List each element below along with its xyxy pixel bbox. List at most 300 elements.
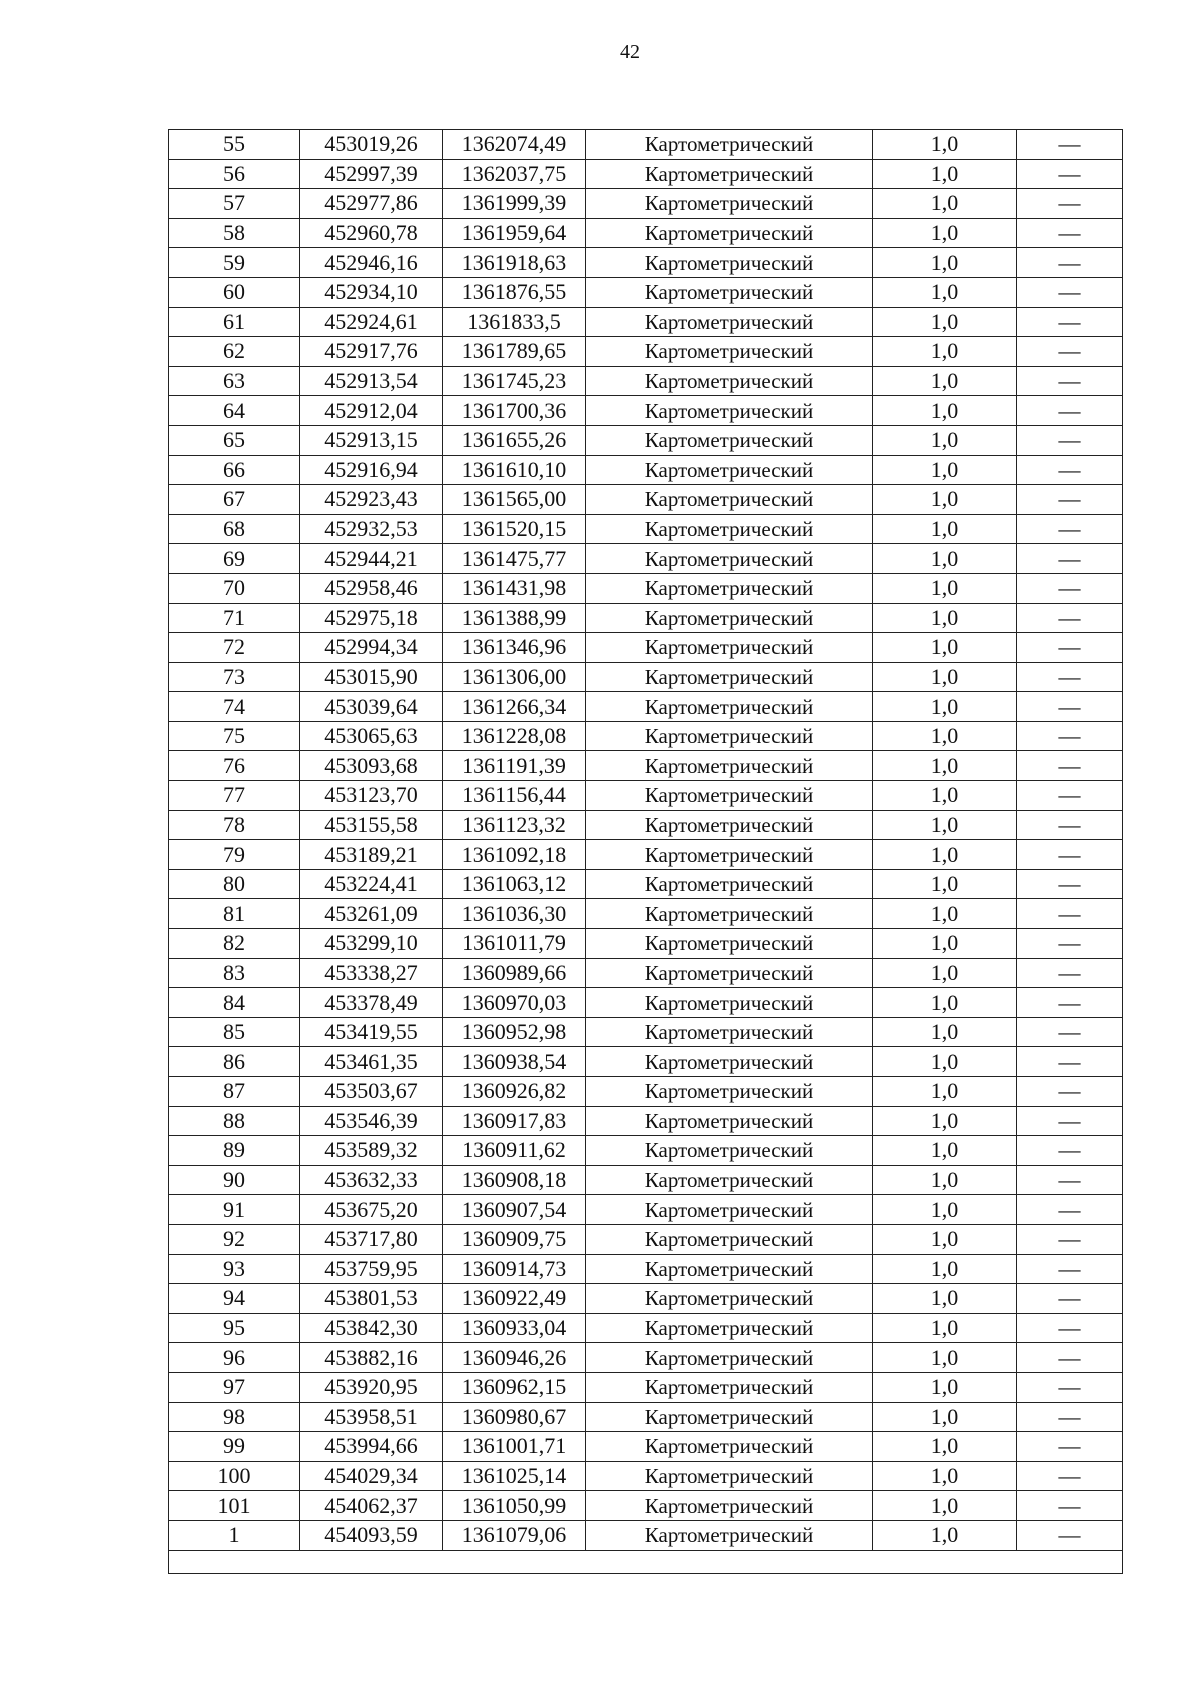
point-number-cell: 59 [169,248,300,278]
x-coordinate-cell: 453842,30 [300,1313,443,1343]
precision-cell: 1,0 [873,130,1017,160]
x-coordinate-cell: 452934,10 [300,277,443,307]
precision-cell: 1,0 [873,544,1017,574]
x-coordinate-cell: 452946,16 [300,248,443,278]
y-coordinate-cell: 1360922,49 [443,1284,586,1314]
precision-cell: 1,0 [873,1520,1017,1550]
x-coordinate-cell: 453589,32 [300,1136,443,1166]
table-row [169,514,1123,544]
y-coordinate-cell: 1361123,32 [443,810,586,840]
method-cell: Картометрический [586,840,873,870]
table-row [169,218,1123,248]
table-row [169,1254,1123,1284]
method-cell: Картометрический [586,544,873,574]
precision-cell: 1,0 [873,1106,1017,1136]
note-dash-cell: — [1017,396,1123,426]
table-row [169,307,1123,337]
method-cell: Картометрический [586,1165,873,1195]
note-dash-cell: — [1017,662,1123,692]
note-dash-cell: — [1017,337,1123,367]
note-dash-cell: — [1017,1195,1123,1225]
note-dash-cell: — [1017,1077,1123,1107]
table-row [169,1047,1123,1077]
method-cell: Картометрический [586,1195,873,1225]
precision-cell: 1,0 [873,366,1017,396]
point-number-cell: 61 [169,307,300,337]
x-coordinate-cell: 452913,54 [300,366,443,396]
note-dash-cell: — [1017,1284,1123,1314]
method-cell: Картометрический [586,337,873,367]
method-cell: Картометрический [586,1077,873,1107]
y-coordinate-cell: 1362037,75 [443,159,586,189]
method-cell: Картометрический [586,485,873,515]
y-coordinate-cell: 1361011,79 [443,929,586,959]
page-number: 42 [620,41,640,63]
table-row [169,130,1123,160]
y-coordinate-cell: 1361918,63 [443,248,586,278]
point-number-cell: 63 [169,366,300,396]
table-row [169,573,1123,603]
y-coordinate-cell: 1360970,03 [443,988,586,1018]
point-number-cell: 81 [169,899,300,929]
y-coordinate-cell: 1361745,23 [443,366,586,396]
method-cell: Картометрический [586,603,873,633]
x-coordinate-cell: 452916,94 [300,455,443,485]
precision-cell: 1,0 [873,1372,1017,1402]
table-row [169,1372,1123,1402]
table-row [169,189,1123,219]
precision-cell: 1,0 [873,721,1017,751]
y-coordinate-cell: 1361191,39 [443,751,586,781]
precision-cell: 1,0 [873,1136,1017,1166]
precision-cell: 1,0 [873,1313,1017,1343]
table-row [169,603,1123,633]
precision-cell: 1,0 [873,514,1017,544]
table-empty-row [169,1550,1123,1573]
point-number-cell: 76 [169,751,300,781]
method-cell: Картометрический [586,366,873,396]
note-dash-cell: — [1017,544,1123,574]
precision-cell: 1,0 [873,929,1017,959]
table-row [169,958,1123,988]
point-number-cell: 98 [169,1402,300,1432]
note-dash-cell: — [1017,1491,1123,1521]
precision-cell: 1,0 [873,1195,1017,1225]
note-dash-cell: — [1017,307,1123,337]
method-cell: Картометрический [586,1017,873,1047]
point-number-cell: 70 [169,573,300,603]
x-coordinate-cell: 452958,46 [300,573,443,603]
point-number-cell: 68 [169,514,300,544]
point-number-cell: 94 [169,1284,300,1314]
point-number-cell: 88 [169,1106,300,1136]
x-coordinate-cell: 453189,21 [300,840,443,870]
x-coordinate-cell: 453994,66 [300,1432,443,1462]
note-dash-cell: — [1017,1402,1123,1432]
y-coordinate-cell: 1360911,62 [443,1136,586,1166]
method-cell: Картометрический [586,781,873,811]
precision-cell: 1,0 [873,1461,1017,1491]
x-coordinate-cell: 452975,18 [300,603,443,633]
point-number-cell: 67 [169,485,300,515]
y-coordinate-cell: 1361655,26 [443,425,586,455]
method-cell: Картометрический [586,692,873,722]
y-coordinate-cell: 1360946,26 [443,1343,586,1373]
empty-cell [169,1550,1123,1573]
precision-cell: 1,0 [873,899,1017,929]
point-number-cell: 56 [169,159,300,189]
precision-cell: 1,0 [873,159,1017,189]
point-number-cell: 84 [169,988,300,1018]
x-coordinate-cell: 454062,37 [300,1491,443,1521]
table-row [169,1017,1123,1047]
method-cell: Картометрический [586,1432,873,1462]
y-coordinate-cell: 1361565,00 [443,485,586,515]
x-coordinate-cell: 453224,41 [300,869,443,899]
note-dash-cell: — [1017,1224,1123,1254]
method-cell: Картометрический [586,425,873,455]
precision-cell: 1,0 [873,603,1017,633]
table-row [169,1520,1123,1550]
point-number-cell: 65 [169,425,300,455]
point-number-cell: 75 [169,721,300,751]
x-coordinate-cell: 452924,61 [300,307,443,337]
y-coordinate-cell: 1361156,44 [443,781,586,811]
x-coordinate-cell: 452917,76 [300,337,443,367]
y-coordinate-cell: 1362074,49 [443,130,586,160]
point-number-cell: 86 [169,1047,300,1077]
note-dash-cell: — [1017,130,1123,160]
point-number-cell: 66 [169,455,300,485]
note-dash-cell: — [1017,988,1123,1018]
x-coordinate-cell: 453015,90 [300,662,443,692]
note-dash-cell: — [1017,603,1123,633]
point-number-cell: 62 [169,337,300,367]
x-coordinate-cell: 453039,64 [300,692,443,722]
y-coordinate-cell: 1361050,99 [443,1491,586,1521]
x-coordinate-cell: 452977,86 [300,189,443,219]
table-row [169,751,1123,781]
method-cell: Картометрический [586,248,873,278]
precision-cell: 1,0 [873,840,1017,870]
y-coordinate-cell: 1361388,99 [443,603,586,633]
precision-cell: 1,0 [873,751,1017,781]
table-row [169,1461,1123,1491]
x-coordinate-cell: 453155,58 [300,810,443,840]
note-dash-cell: — [1017,869,1123,899]
y-coordinate-cell: 1361959,64 [443,218,586,248]
precision-cell: 1,0 [873,1165,1017,1195]
y-coordinate-cell: 1361306,00 [443,662,586,692]
note-dash-cell: — [1017,1017,1123,1047]
precision-cell: 1,0 [873,958,1017,988]
y-coordinate-cell: 1360989,66 [443,958,586,988]
precision-cell: 1,0 [873,396,1017,426]
table-row [169,1077,1123,1107]
table-row [169,1106,1123,1136]
table-row [169,159,1123,189]
method-cell: Картометрический [586,988,873,1018]
x-coordinate-cell: 453338,27 [300,958,443,988]
table-row [169,425,1123,455]
y-coordinate-cell: 1360909,75 [443,1224,586,1254]
point-number-cell: 97 [169,1372,300,1402]
x-coordinate-cell: 453503,67 [300,1077,443,1107]
note-dash-cell: — [1017,189,1123,219]
point-number-cell: 100 [169,1461,300,1491]
x-coordinate-cell: 453261,09 [300,899,443,929]
table-row [169,662,1123,692]
y-coordinate-cell: 1361610,10 [443,455,586,485]
y-coordinate-cell: 1361036,30 [443,899,586,929]
method-cell: Картометрический [586,1491,873,1521]
table-row [169,692,1123,722]
y-coordinate-cell: 1361520,15 [443,514,586,544]
note-dash-cell: — [1017,218,1123,248]
x-coordinate-cell: 453123,70 [300,781,443,811]
table-row [169,277,1123,307]
point-number-cell: 96 [169,1343,300,1373]
point-number-cell: 78 [169,810,300,840]
precision-cell: 1,0 [873,1254,1017,1284]
point-number-cell: 101 [169,1491,300,1521]
y-coordinate-cell: 1360962,15 [443,1372,586,1402]
x-coordinate-cell: 453717,80 [300,1224,443,1254]
point-number-cell: 60 [169,277,300,307]
x-coordinate-cell: 452932,53 [300,514,443,544]
table-row [169,1432,1123,1462]
precision-cell: 1,0 [873,1402,1017,1432]
x-coordinate-cell: 453759,95 [300,1254,443,1284]
y-coordinate-cell: 1361092,18 [443,840,586,870]
point-number-cell: 79 [169,840,300,870]
note-dash-cell: — [1017,1520,1123,1550]
note-dash-cell: — [1017,514,1123,544]
note-dash-cell: — [1017,1047,1123,1077]
coordinates-table-body [169,130,1123,1574]
x-coordinate-cell: 452994,34 [300,633,443,663]
method-cell: Картометрический [586,958,873,988]
note-dash-cell: — [1017,573,1123,603]
precision-cell: 1,0 [873,988,1017,1018]
table-row [169,396,1123,426]
precision-cell: 1,0 [873,1491,1017,1521]
method-cell: Картометрический [586,1284,873,1314]
method-cell: Картометрический [586,1313,873,1343]
x-coordinate-cell: 454093,59 [300,1520,443,1550]
table-row [169,869,1123,899]
precision-cell: 1,0 [873,277,1017,307]
x-coordinate-cell: 453093,68 [300,751,443,781]
table-row [169,899,1123,929]
point-number-cell: 1 [169,1520,300,1550]
method-cell: Картометрический [586,633,873,663]
note-dash-cell: — [1017,633,1123,663]
table-row [169,1343,1123,1373]
table-row [169,633,1123,663]
method-cell: Картометрический [586,514,873,544]
note-dash-cell: — [1017,721,1123,751]
table-row [169,1165,1123,1195]
y-coordinate-cell: 1360908,18 [443,1165,586,1195]
x-coordinate-cell: 453958,51 [300,1402,443,1432]
y-coordinate-cell: 1361431,98 [443,573,586,603]
precision-cell: 1,0 [873,1077,1017,1107]
note-dash-cell: — [1017,958,1123,988]
note-dash-cell: — [1017,810,1123,840]
y-coordinate-cell: 1361079,06 [443,1520,586,1550]
table-row [169,1402,1123,1432]
x-coordinate-cell: 452960,78 [300,218,443,248]
method-cell: Картометрический [586,1136,873,1166]
method-cell: Картометрический [586,721,873,751]
point-number-cell: 99 [169,1432,300,1462]
note-dash-cell: — [1017,425,1123,455]
precision-cell: 1,0 [873,781,1017,811]
table-row [169,1313,1123,1343]
method-cell: Картометрический [586,899,873,929]
method-cell: Картометрический [586,189,873,219]
precision-cell: 1,0 [873,189,1017,219]
x-coordinate-cell: 453801,53 [300,1284,443,1314]
y-coordinate-cell: 1361475,77 [443,544,586,574]
method-cell: Картометрический [586,1224,873,1254]
precision-cell: 1,0 [873,1224,1017,1254]
y-coordinate-cell: 1361063,12 [443,869,586,899]
note-dash-cell: — [1017,248,1123,278]
note-dash-cell: — [1017,899,1123,929]
precision-cell: 1,0 [873,337,1017,367]
y-coordinate-cell: 1360917,83 [443,1106,586,1136]
y-coordinate-cell: 1360914,73 [443,1254,586,1284]
point-number-cell: 58 [169,218,300,248]
method-cell: Картометрический [586,1520,873,1550]
method-cell: Картометрический [586,662,873,692]
point-number-cell: 83 [169,958,300,988]
point-number-cell: 55 [169,130,300,160]
note-dash-cell: — [1017,1343,1123,1373]
note-dash-cell: — [1017,1254,1123,1284]
point-number-cell: 73 [169,662,300,692]
method-cell: Картометрический [586,307,873,337]
precision-cell: 1,0 [873,248,1017,278]
precision-cell: 1,0 [873,1343,1017,1373]
y-coordinate-cell: 1361346,96 [443,633,586,663]
x-coordinate-cell: 453299,10 [300,929,443,959]
note-dash-cell: — [1017,929,1123,959]
precision-cell: 1,0 [873,425,1017,455]
precision-cell: 1,0 [873,692,1017,722]
note-dash-cell: — [1017,1106,1123,1136]
y-coordinate-cell: 1360952,98 [443,1017,586,1047]
x-coordinate-cell: 453019,26 [300,130,443,160]
method-cell: Картометрический [586,159,873,189]
precision-cell: 1,0 [873,218,1017,248]
x-coordinate-cell: 452913,15 [300,425,443,455]
table-row [169,455,1123,485]
method-cell: Картометрический [586,130,873,160]
point-number-cell: 71 [169,603,300,633]
precision-cell: 1,0 [873,455,1017,485]
x-coordinate-cell: 453632,33 [300,1165,443,1195]
y-coordinate-cell: 1361789,65 [443,337,586,367]
precision-cell: 1,0 [873,485,1017,515]
x-coordinate-cell: 452997,39 [300,159,443,189]
point-number-cell: 64 [169,396,300,426]
x-coordinate-cell: 452944,21 [300,544,443,574]
point-number-cell: 85 [169,1017,300,1047]
precision-cell: 1,0 [873,307,1017,337]
table-row [169,1136,1123,1166]
x-coordinate-cell: 453920,95 [300,1372,443,1402]
note-dash-cell: — [1017,1136,1123,1166]
x-coordinate-cell: 454029,34 [300,1461,443,1491]
y-coordinate-cell: 1361228,08 [443,721,586,751]
point-number-cell: 77 [169,781,300,811]
x-coordinate-cell: 453065,63 [300,721,443,751]
method-cell: Картометрический [586,1047,873,1077]
y-coordinate-cell: 1361876,55 [443,277,586,307]
method-cell: Картометрический [586,751,873,781]
table-row [169,485,1123,515]
note-dash-cell: — [1017,277,1123,307]
point-number-cell: 90 [169,1165,300,1195]
table-row [169,929,1123,959]
precision-cell: 1,0 [873,1017,1017,1047]
x-coordinate-cell: 453546,39 [300,1106,443,1136]
x-coordinate-cell: 453461,35 [300,1047,443,1077]
precision-cell: 1,0 [873,869,1017,899]
x-coordinate-cell: 453419,55 [300,1017,443,1047]
table-row [169,1224,1123,1254]
table-row [169,1491,1123,1521]
point-number-cell: 95 [169,1313,300,1343]
point-number-cell: 93 [169,1254,300,1284]
table-row [169,781,1123,811]
x-coordinate-cell: 452923,43 [300,485,443,515]
y-coordinate-cell: 1361999,39 [443,189,586,219]
y-coordinate-cell: 1361700,36 [443,396,586,426]
y-coordinate-cell: 1360907,54 [443,1195,586,1225]
y-coordinate-cell: 1361266,34 [443,692,586,722]
table-row [169,544,1123,574]
method-cell: Картометрический [586,1254,873,1284]
y-coordinate-cell: 1360980,67 [443,1402,586,1432]
method-cell: Картометрический [586,455,873,485]
note-dash-cell: — [1017,366,1123,396]
table-row [169,1195,1123,1225]
note-dash-cell: — [1017,485,1123,515]
precision-cell: 1,0 [873,662,1017,692]
method-cell: Картометрический [586,573,873,603]
point-number-cell: 80 [169,869,300,899]
method-cell: Картометрический [586,929,873,959]
note-dash-cell: — [1017,692,1123,722]
table-row [169,721,1123,751]
y-coordinate-cell: 1360938,54 [443,1047,586,1077]
table-row [169,337,1123,367]
precision-cell: 1,0 [873,810,1017,840]
note-dash-cell: — [1017,751,1123,781]
method-cell: Картометрический [586,1461,873,1491]
note-dash-cell: — [1017,1165,1123,1195]
method-cell: Картометрический [586,277,873,307]
method-cell: Картометрический [586,396,873,426]
point-number-cell: 82 [169,929,300,959]
point-number-cell: 87 [169,1077,300,1107]
point-number-cell: 72 [169,633,300,663]
method-cell: Картометрический [586,1402,873,1432]
